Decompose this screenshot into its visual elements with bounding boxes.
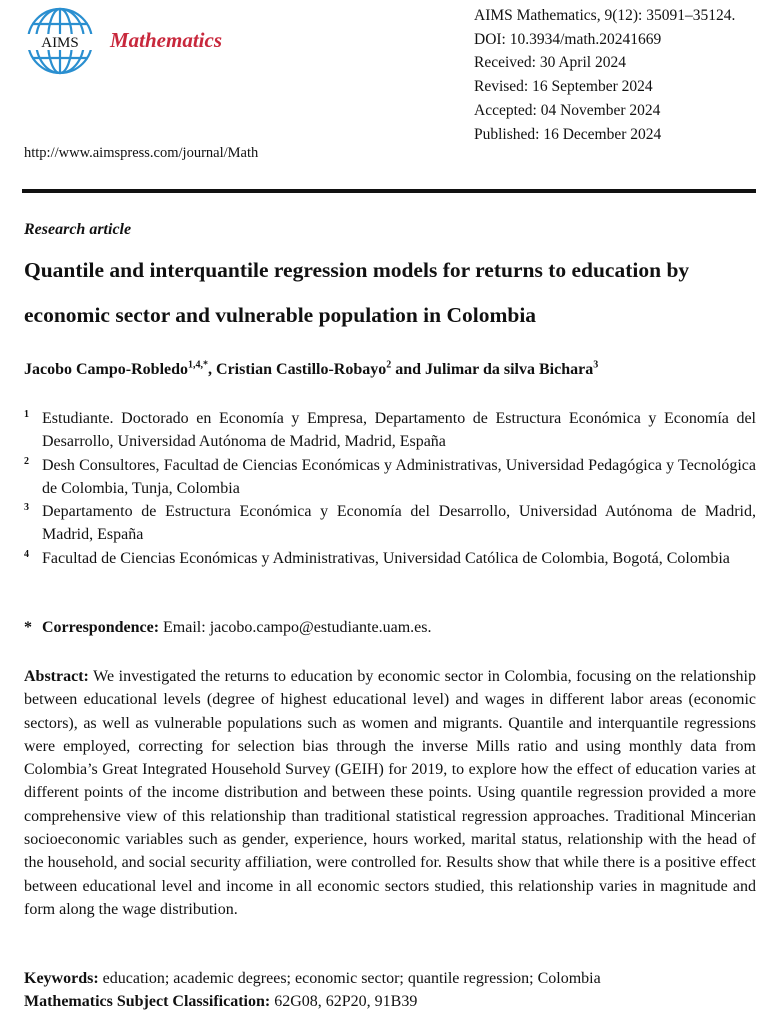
affiliation-list	[24, 407, 756, 570]
aims-logo	[24, 6, 96, 76]
msc-text: 62G08, 62P20, 91B39	[270, 993, 418, 1010]
affiliation-item	[24, 500, 756, 547]
author-marks: 1,4,*	[188, 359, 209, 371]
journal-url[interactable]: http://www.aimspress.com/journal/Math	[24, 145, 259, 161]
header-divider	[22, 189, 756, 193]
keywords-label: Keywords:	[24, 970, 99, 987]
author-separator: ,	[208, 361, 217, 378]
article-type: Research article	[24, 221, 132, 238]
affiliation-item	[24, 454, 756, 501]
logo-text: AIMS	[41, 35, 79, 51]
keywords-text: education; academic degrees; economic sector; quantile regression; Colombia	[98, 970, 601, 987]
keywords	[24, 967, 601, 990]
doi[interactable]: DOI: 10.3934/math.20241669	[474, 30, 662, 48]
affiliation-text: Desh Consultores, Facultad de Ciencias Económicas y Administrativas, Universidad Pedagógica y Tecnológica de Colombia, Tunja, Colombia	[42, 456, 756, 497]
affiliation-number: 4	[24, 548, 29, 560]
keywords-block	[24, 967, 601, 1013]
affiliation-number: 1	[24, 409, 29, 420]
affiliation-item	[24, 407, 756, 454]
correspondence	[24, 619, 431, 637]
abstract	[24, 665, 756, 921]
publication-metadata	[474, 4, 735, 146]
published-date: Published: 16 December 2024	[474, 125, 662, 143]
affiliation-text: Departamento de Estructura Económica y Economía del Desarrollo, Universidad Autónoma de Madrid, Madrid, España	[42, 503, 756, 544]
revised-date: Revised: 16 September 2024	[474, 78, 653, 96]
author-list	[24, 361, 598, 379]
abstract-label: Abstract:	[24, 668, 89, 685]
author-name: Julimar da silva Bichara	[425, 361, 594, 378]
article-title: Quantile and interquantile regression models for returns to education by economic sector and vulnerable population in Colombia	[24, 258, 690, 327]
msc	[24, 990, 601, 1013]
affiliation-number: 3	[24, 502, 29, 514]
journal-name: Mathematics	[110, 28, 223, 52]
author-name: Jacobo Campo-Robledo	[24, 361, 189, 378]
correspondence-email[interactable]: Email: jacobo.campo@estudiante.uam.es.	[159, 619, 432, 636]
affiliation-number: 2	[24, 455, 29, 467]
author-marks: 3	[593, 359, 599, 371]
accepted-date: Accepted: 04 November 2024	[474, 101, 661, 119]
author-name: Cristian Castillo-Robayo	[216, 361, 387, 378]
author-separator: and	[391, 361, 426, 378]
affiliation-text: Facultad de Ciencias Económicas y Administrativas, Universidad Católica de Colombia, Bogotá, Colombia	[42, 549, 730, 567]
affiliation-item	[24, 547, 756, 570]
citation: AIMS Mathematics, 9(12): 35091–35124.	[474, 7, 736, 24]
affiliation-text: Estudiante. Doctorado en Economía y Empresa, Departamento de Estructura Económica y Economía del Desarrollo, Universidad Autónoma de Madrid, Madrid, España	[42, 410, 756, 451]
received-date: Received: 30 April 2024	[474, 54, 626, 72]
abstract-text: We investigated the returns to education by economic sector in Colombia, focusing on the relationship between educational levels (degree of highest educational level) and wages in different labor areas (economic sectors), as well as vulnerable populations such as women and migrants. Quantile and interquantile regressions were employed, correcting for selection bias through the inverse Mills ratio and using monthly data from Colombia’s Great Integrated Household Survey (GEIH) for 2019, to explore how the effect of education varies at different points of the income distribution and between these points. Using quantile regression provided a more comprehensive view of this relationship than traditional statistical regression approaches. Traditional Mincerian socioeconomic variables such as gender, experience, hours worked, marital status, relationship with the head of the household, and social security affiliation, were controlled for. Results show that while there is a positive effect between educational level and income in all economic sectors studied, this relationship varies in magnitude and form along the wage distribution.	[24, 668, 756, 918]
correspondence-marker: *	[24, 619, 32, 636]
author-marks: 2	[386, 359, 392, 371]
correspondence-label: Correspondence:	[42, 619, 160, 636]
msc-label: Mathematics Subject Classification:	[24, 993, 271, 1010]
